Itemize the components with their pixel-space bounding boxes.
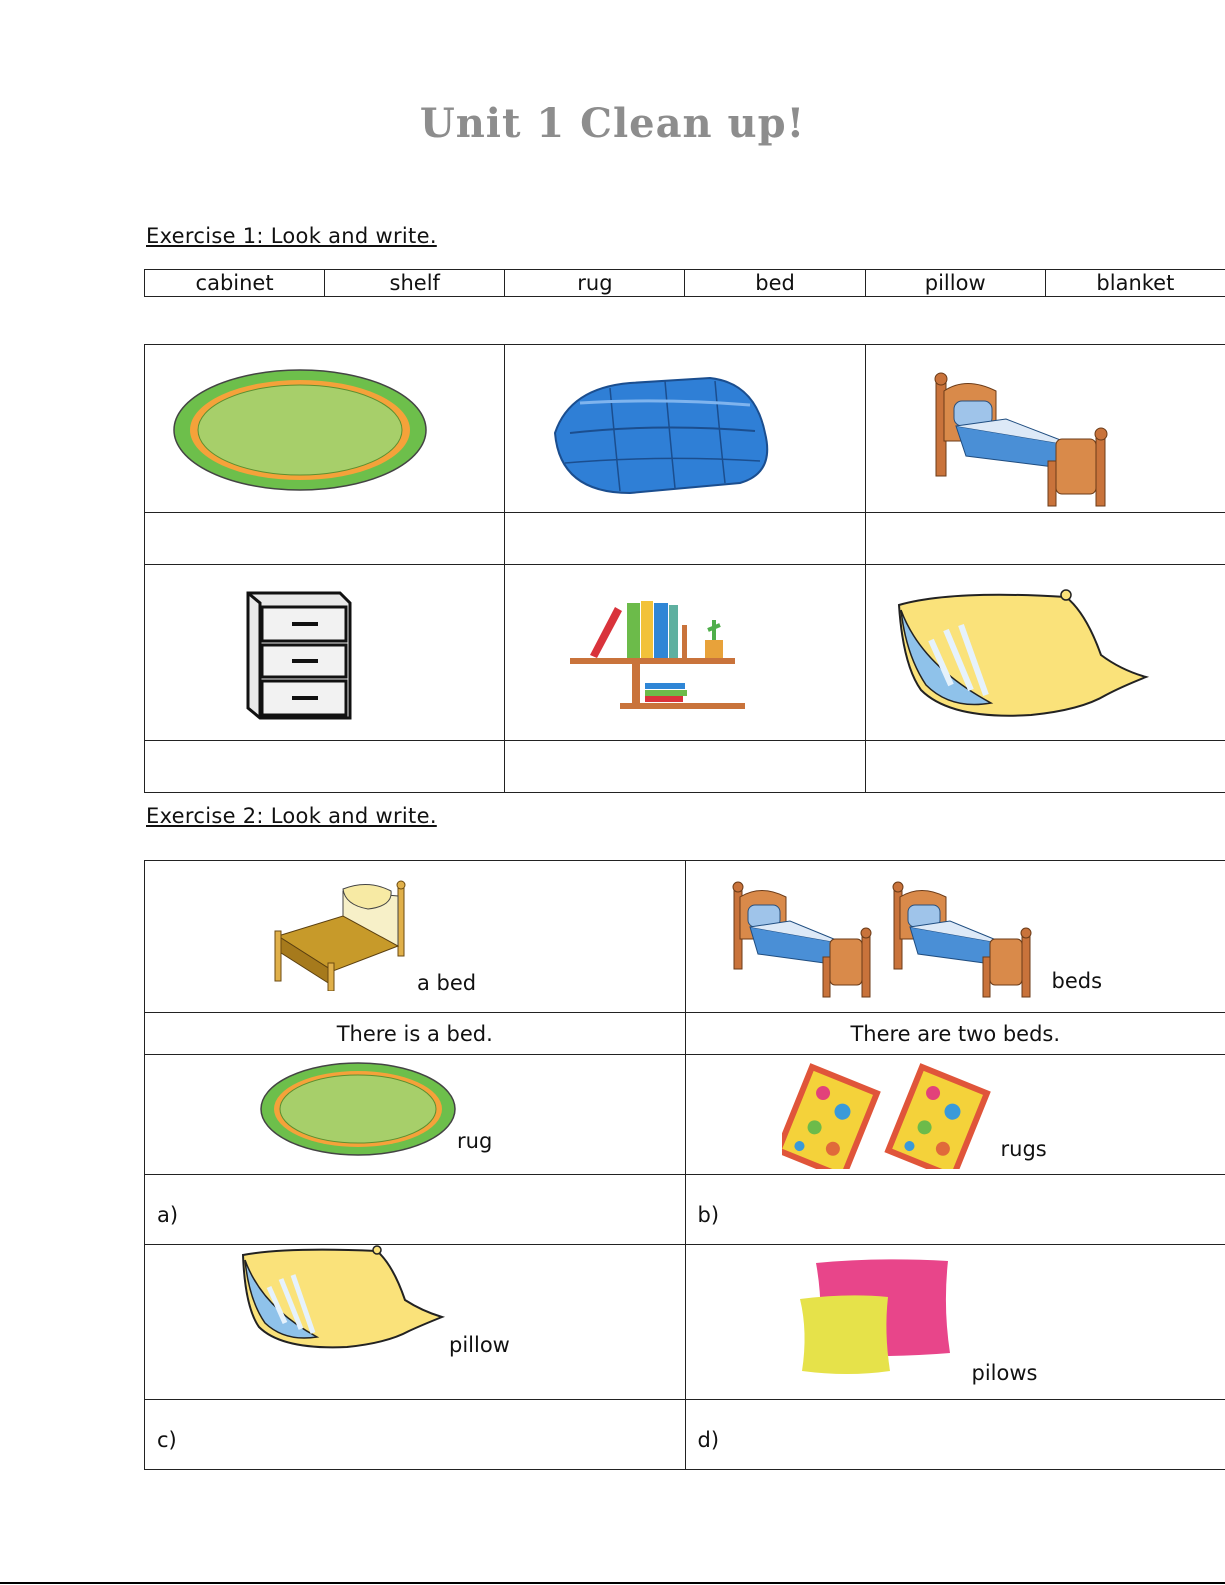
word-bank-item: cabinet — [145, 270, 325, 297]
single-pillow-cell — [145, 1245, 686, 1400]
two-rugs-cell — [685, 1055, 1225, 1175]
rugs-icon — [782, 1059, 1012, 1169]
answer-blank[interactable] — [505, 741, 865, 793]
word-bank-item: rug — [505, 270, 685, 297]
bed-icon — [273, 871, 413, 991]
bed-plural-caption: beds — [1051, 969, 1103, 993]
answer-label: d) — [697, 1428, 720, 1452]
answer-cell-c[interactable] — [145, 1400, 686, 1470]
pillow-icon — [891, 585, 1161, 725]
page-title: Unit 1 Clean up! — [419, 100, 806, 147]
single-rug-cell — [145, 1055, 686, 1175]
cabinet-icon — [240, 583, 360, 723]
answer-label: c) — [157, 1428, 177, 1452]
answer-blank[interactable] — [145, 741, 505, 793]
pillow-cell — [865, 565, 1225, 741]
exercise-1-grid — [144, 344, 1225, 793]
rug-icon — [170, 365, 430, 495]
word-bank-item: blanket — [1045, 270, 1225, 297]
answer-cell-b[interactable] — [685, 1175, 1225, 1245]
answer-label: a) — [157, 1203, 179, 1227]
pillows-icon — [798, 1257, 968, 1377]
exercise-2-grid — [144, 860, 1225, 1470]
pillow-plural-caption: pilows — [971, 1361, 1038, 1385]
pillow-single-caption: pillow — [449, 1333, 510, 1357]
two-beds-cell — [685, 861, 1225, 1013]
two-pillows-cell — [685, 1245, 1225, 1400]
exercise-1-heading: Exercise 1: Look and write. — [146, 224, 437, 248]
word-bank-item: bed — [685, 270, 865, 297]
word-bank — [144, 269, 1225, 297]
sentence-single: There is a bed. — [145, 1013, 686, 1055]
rug-icon — [258, 1059, 458, 1159]
rug-plural-caption: rugs — [1000, 1137, 1047, 1161]
rug-cell — [145, 345, 505, 513]
pillow-icon — [237, 1245, 452, 1355]
word-bank-item: shelf — [325, 270, 505, 297]
single-bed-cell — [145, 861, 686, 1013]
blanket-icon — [540, 363, 780, 503]
bed-cell — [865, 345, 1225, 513]
answer-blank[interactable] — [865, 513, 1225, 565]
answer-blank[interactable] — [865, 741, 1225, 793]
answer-blank[interactable] — [145, 513, 505, 565]
beds-icon — [726, 869, 1046, 1009]
shelf-icon — [570, 595, 760, 715]
word-bank-item: pillow — [865, 270, 1045, 297]
rug-single-caption: rug — [457, 1129, 493, 1153]
blanket-cell — [505, 345, 865, 513]
shelf-cell — [505, 565, 865, 741]
answer-label: b) — [697, 1203, 720, 1227]
sentence-plural: There are two beds. — [685, 1013, 1225, 1055]
bed-single-caption: a bed — [417, 971, 477, 995]
page-bottom-rule — [0, 1582, 1225, 1584]
answer-blank[interactable] — [505, 513, 865, 565]
answer-cell-d[interactable] — [685, 1400, 1225, 1470]
answer-cell-a[interactable] — [145, 1175, 686, 1245]
cabinet-cell — [145, 565, 505, 741]
bed-icon — [926, 361, 1126, 511]
exercise-2-heading: Exercise 2: Look and write. — [146, 804, 437, 828]
